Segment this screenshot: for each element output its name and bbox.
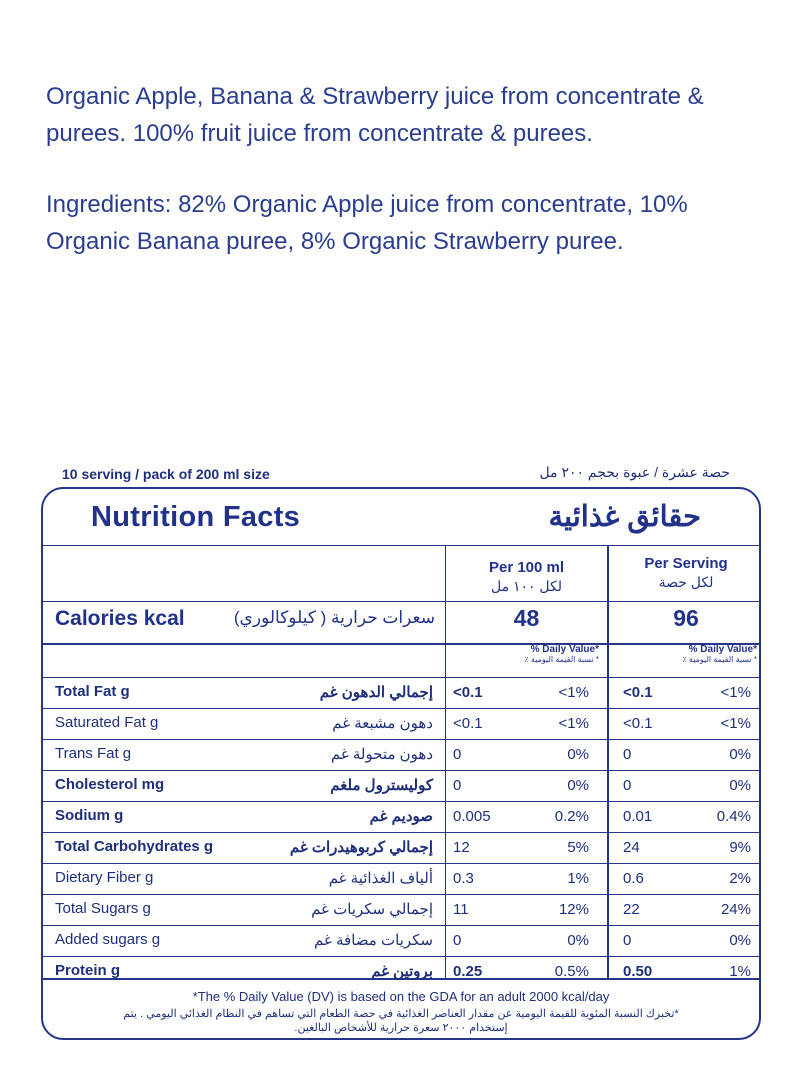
value-per-serving: 0.01 <box>623 808 653 825</box>
calories-label-ar: سعرات حرارية ( كيلوكالوري) <box>233 608 435 627</box>
nutrient-name-ar: بروتين غم <box>371 963 433 980</box>
dv-per-serving: <1% <box>720 684 751 701</box>
footnote-en: *The % Daily Value (DV) is based on the GDA for an adult 2000 kcal/day <box>192 989 610 1004</box>
product-description: Organic Apple, Banana & Strawberry juice from concentrate & purees. 100% fruit juice from concentrate & purees. <box>46 83 704 147</box>
value-per100: <0.1 <box>453 715 483 732</box>
table-row <box>43 739 759 770</box>
dv-per100: 12% <box>558 901 589 918</box>
table-row <box>43 956 759 987</box>
nutrient-name-ar: صوديم غم <box>369 808 433 825</box>
dv-label-ar: * نسبة القيمة اليومية ٪ <box>682 655 757 664</box>
value-per100: 0.25 <box>453 963 483 980</box>
table-row <box>43 770 759 801</box>
nutrient-name-ar: إجمالي كربوهيدرات غم <box>289 839 433 856</box>
value-per100: 0 <box>453 932 462 949</box>
value-per-serving: 0.50 <box>623 963 653 980</box>
dv-per100: 0.5% <box>554 963 589 980</box>
value-per-serving: 0 <box>623 777 632 794</box>
calories-per100: 48 <box>513 605 540 631</box>
dv-label-en: % Daily Value* <box>688 644 757 655</box>
intro-text <box>46 78 766 260</box>
footnote-ar: *تخبرك النسبة المئوية للقيمة اليومية عن مقدار العناصر الغذائية في حصة الطعام التي تساهم في النظام الغذائي اليومي . يتم إستخدام ٢٠٠٠ سعرة حرارية للأشخاص البالغين. <box>123 1008 679 1034</box>
value-per100: 11 <box>453 901 469 918</box>
dv-label-ar: * نسبة القيمة اليومية ٪ <box>524 655 599 664</box>
serving-label-en: Per Serving <box>644 555 728 572</box>
dv-per100: 0% <box>567 746 589 763</box>
dv-per-serving: 2% <box>729 870 751 887</box>
per100-label-ar: لكل ١٠٠ مل <box>490 578 563 594</box>
column-header-per100 <box>446 559 607 595</box>
value-per-serving: <0.1 <box>623 684 653 701</box>
calories-per-serving: 96 <box>673 605 699 631</box>
nutrient-name-en: Cholesterol mg <box>55 776 165 793</box>
per100-label-en: Per 100 ml <box>488 559 565 576</box>
ingredients-text: Ingredients: 82% Organic Apple juice from concentrate, 10% Organic Banana puree, 8% Organic Strawberry puree. <box>46 191 688 255</box>
table-row <box>43 832 759 863</box>
nutrition-facts-panel <box>41 487 761 1040</box>
nutrient-name-ar: دهون متحولة غم <box>330 746 433 763</box>
daily-value-header-serving <box>623 644 757 664</box>
value-per-serving: 0 <box>623 746 632 763</box>
nutrient-name-ar: إجمالي سكريات غم <box>311 901 433 918</box>
nutrient-name-en: Saturated Fat g <box>55 714 159 731</box>
table-row <box>43 801 759 832</box>
nutrient-name-ar: دهون مشبعة غم <box>332 715 433 732</box>
nutrient-name-ar: ألياف الغذائية غم <box>328 870 433 887</box>
dv-per100: <1% <box>558 684 589 701</box>
dv-per-serving: <1% <box>720 715 751 732</box>
value-per100: 0 <box>453 746 462 763</box>
table-row <box>43 677 759 708</box>
value-per-serving: 24 <box>623 839 640 856</box>
dv-per-serving: 9% <box>729 839 751 856</box>
nutrient-name-ar: إجمالي الدهون غم <box>319 684 433 701</box>
value-per-serving: 0 <box>623 932 632 949</box>
dv-per-serving: 0% <box>729 777 751 794</box>
nutrient-name-en: Dietary Fiber g <box>55 869 154 886</box>
dv-per100: 1% <box>567 870 589 887</box>
value-per-serving: 22 <box>623 901 640 918</box>
nutrient-name-en: Added sugars g <box>55 931 161 948</box>
column-header-serving <box>609 555 761 591</box>
divider <box>43 545 759 546</box>
nutrient-name-ar: كوليسترول ملغم <box>330 777 433 794</box>
nutrient-name-en: Protein g <box>55 962 121 979</box>
dv-label-en: % Daily Value* <box>530 644 599 655</box>
divider <box>43 601 759 602</box>
dv-per-serving: 0.4% <box>716 808 751 825</box>
value-per100: 0.3 <box>453 870 474 887</box>
nutrient-name-en: Total Carbohydrates g <box>55 838 214 855</box>
table-row <box>43 863 759 894</box>
nutrition-title-ar: حقائق غذائية <box>548 501 701 533</box>
dv-per-serving: 0% <box>729 932 751 949</box>
dv-per-serving: 1% <box>729 963 751 980</box>
table-row <box>43 925 759 956</box>
nutrition-title-en: Nutrition Facts <box>91 501 301 533</box>
dv-per100: 0% <box>567 777 589 794</box>
nutrient-name-en: Total Fat g <box>55 683 130 700</box>
serving-size-ar: حصة عشرة / عبوة بحجم ٢٠٠ مل <box>539 464 730 480</box>
value-per100: 0.005 <box>453 808 491 825</box>
dv-per-serving: 24% <box>720 901 751 918</box>
nutrient-name-en: Sodium g <box>55 807 124 824</box>
value-per-serving: <0.1 <box>623 715 653 732</box>
table-row <box>43 708 759 739</box>
dv-per100: 5% <box>567 839 589 856</box>
dv-per100: 0% <box>567 932 589 949</box>
value-per100: 0 <box>453 777 462 794</box>
nutrient-name-en: Trans Fat g <box>55 745 132 762</box>
value-per-serving: 0.6 <box>623 870 644 887</box>
serving-size-en: 10 serving / pack of 200 ml size <box>62 466 270 482</box>
nutrient-name-en: Total Sugars g <box>55 900 151 917</box>
value-per100: <0.1 <box>453 684 483 701</box>
dv-per-serving: 0% <box>729 746 751 763</box>
dv-per100: 0.2% <box>554 808 589 825</box>
calories-label-en: Calories kcal <box>55 607 185 630</box>
table-row <box>43 894 759 925</box>
dv-per100: <1% <box>558 715 589 732</box>
serving-label-ar: لكل حصة <box>658 574 714 590</box>
daily-value-header-per100 <box>463 644 599 664</box>
value-per100: 12 <box>453 839 470 856</box>
nutrient-name-ar: سكريات مضافة غم <box>314 932 433 949</box>
